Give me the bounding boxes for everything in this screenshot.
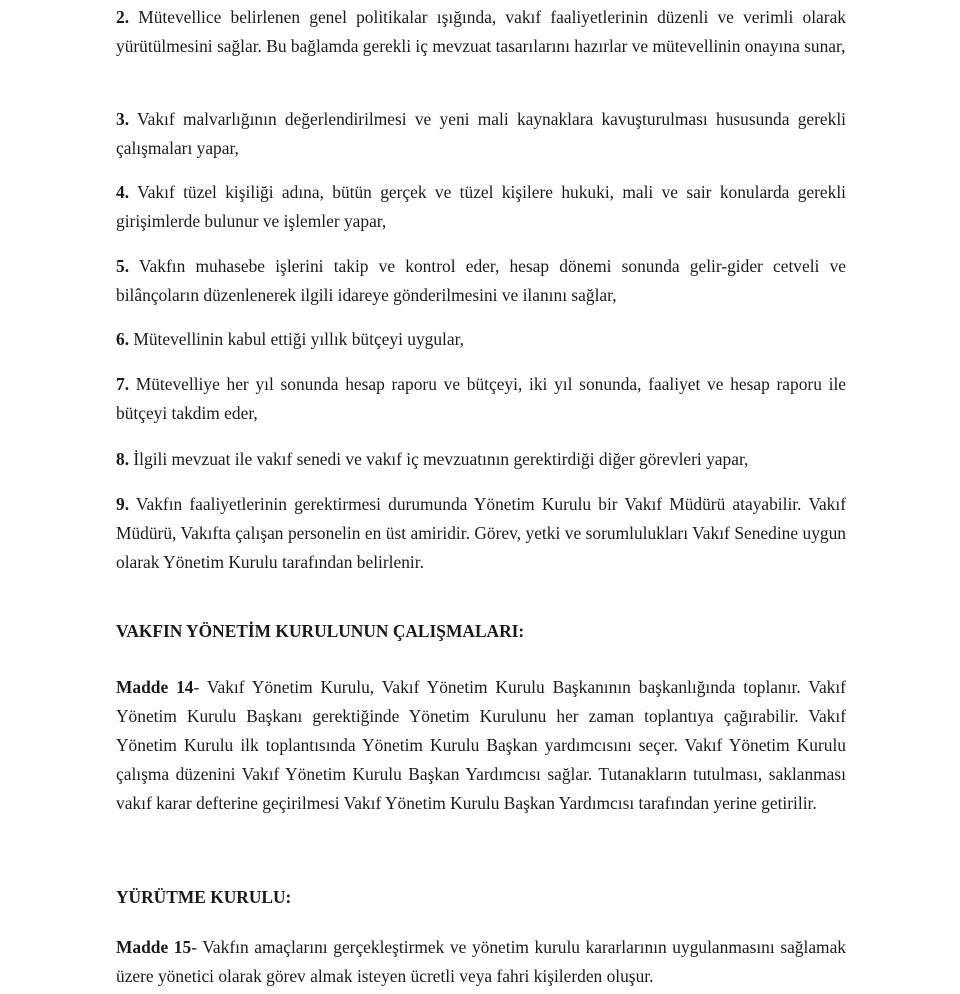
list-item-3 xyxy=(116,105,846,163)
article-text: - Vakıf Yönetim Kurulu, Vakıf Yönetim Kurulu Başkanının başkanlığında toplanır. Vakıf Yönetim Kurulu Başkanı gerektiğinde Yönetim Kurulunu her zaman toplantıya çağırabilir. Vakıf Yönetim Kurulu ilk toplantısında Yönetim Kurulu Başkan yardımcısını seçer. Vakıf Yönetim Kurulu çalışma düzenini Vakıf Yönetim Kurulu Başkan Yardımcısı sağlar. Tutanakların tutulması, saklanması vakıf karar defterine geçirilmesi Vakıf Yönetim Kurulu Başkan Yardımcısı tarafından yerine getirilir. xyxy=(116,677,846,813)
section-heading-executive-board: YÜRÜTME KURULU: xyxy=(116,887,292,907)
item-text: Vakfın muhasebe işlerini takip ve kontrol eder, hesap dönemi sonunda gelir-gider cetveli ve bilânçoların düzenlenerek ilgili idareye gönderilmesini ve ilanını sağlar, xyxy=(116,256,846,305)
list-item-4 xyxy=(116,178,846,236)
item-number: 8. xyxy=(116,449,130,469)
list-item-6 xyxy=(116,325,846,354)
list-item-9 xyxy=(116,490,846,577)
item-text: Mütevelliye her yıl sonunda hesap raporu ve bütçeyi, iki yıl sonunda, faaliyet ve hesap raporu ile bütçeyi takdim eder, xyxy=(116,374,846,423)
item-text: İlgili mevzuat ile vakıf senedi ve vakıf iç mevzuatının gerektirdiği diğer görevleri yapar, xyxy=(129,449,749,469)
article-14 xyxy=(116,673,846,818)
list-item-2 xyxy=(116,3,846,61)
article-15 xyxy=(116,933,846,991)
item-number: 5. xyxy=(116,256,130,276)
item-number: 3. xyxy=(116,109,130,129)
item-number: 9. xyxy=(116,494,130,514)
item-number: 7. xyxy=(116,374,130,394)
item-text: Mütevellice belirlenen genel politikalar ışığında, vakıf faaliyetlerinin düzenli ve verimli olarak yürütülmesini sağlar. Bu bağlamda gerekli iç mevzuat tasarılarını hazırlar ve mütevellinin onayına sunar, xyxy=(116,7,846,56)
section-heading-board-work: VAKFIN YÖNETİM KURULUNUN ÇALIŞMALARI: xyxy=(116,621,525,641)
list-item-5 xyxy=(116,252,846,310)
item-text: Vakıf malvarlığının değerlendirilmesi ve yeni mali kaynaklara kavuşturulması hususunda gerekli çalışmaları yapar, xyxy=(116,109,846,158)
item-text: Vakıf tüzel kişiliği adına, bütün gerçek ve tüzel kişilere hukuki, mali ve sair konularda gerekli girişimlerde bulunur ve işlemler yapar, xyxy=(116,182,846,231)
item-number: 2. xyxy=(116,7,130,27)
item-text: Mütevellinin kabul ettiği yıllık bütçeyi uygular, xyxy=(129,329,465,349)
item-text: Vakfın faaliyetlerinin gerektirmesi durumunda Yönetim Kurulu bir Vakıf Müdürü atayabilir. Vakıf Müdürü, Vakıfta çalışan personelin en üst amiridir. Görev, yetki ve sorumlulukları Vakıf Senedine uygun olarak Yönetim Kurulu tarafından belirlenir. xyxy=(116,494,846,572)
item-number: 6. xyxy=(116,329,130,349)
list-item-8 xyxy=(116,445,846,474)
article-label: Madde 15 xyxy=(116,937,192,957)
item-number: 4. xyxy=(116,182,130,202)
article-label: Madde 14 xyxy=(116,677,194,697)
list-item-7 xyxy=(116,370,846,428)
article-text: - Vakfın amaçlarını gerçekleştirmek ve yönetim kurulu kararlarının uygulanmasını sağlamak üzere yönetici olarak görev almak isteyen ücretli veya fahri kişilerden oluşur. xyxy=(116,937,846,986)
